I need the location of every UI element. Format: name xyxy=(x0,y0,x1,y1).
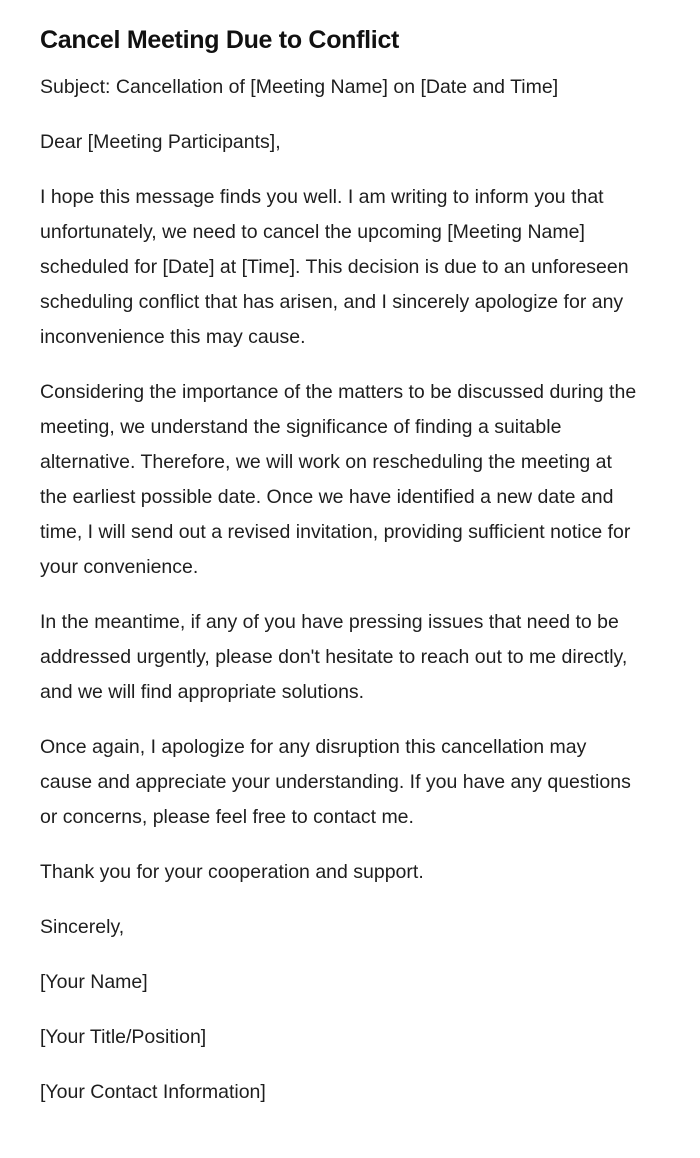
letter-document xyxy=(40,22,640,1130)
closing: Sincerely, xyxy=(40,916,125,938)
signature-title: [Your Title/Position] xyxy=(40,1026,207,1048)
signature-name: [Your Name] xyxy=(40,971,148,993)
salutation: Dear [Meeting Participants], xyxy=(40,131,281,153)
subject-line: Subject: Cancellation of [Meeting Name] on [Date and Time] xyxy=(40,76,559,98)
body-paragraph-4: Once again, I apologize for any disruption this cancellation may cause and appreciate your understanding. If you have any questions or concerns, please feel free to contact me. xyxy=(40,736,631,828)
signature-contact: [Your Contact Information] xyxy=(40,1081,266,1103)
body-paragraph-3: In the meantime, if any of you have pressing issues that need to be addressed urgently, please don't hesitate to reach out to me directly, and we will find appropriate solutions. xyxy=(40,611,628,703)
body-paragraph-5: Thank you for your cooperation and support. xyxy=(40,861,424,883)
body-paragraph-1: I hope this message finds you well. I am writing to inform you that unfortunately, we need to cancel the upcoming [Meeting Name] scheduled for [Date] at [Time]. This decision is due to an unforeseen scheduling conflict that has arisen, and I sincerely apologize for any inconvenience this may cause. xyxy=(40,186,629,348)
body-paragraph-2: Considering the importance of the matters to be discussed during the meeting, we understand the significance of finding a suitable alternative. Therefore, we will work on rescheduling the meeting at the earliest possible date. Once we have identified a new date and time, I will send out a revised invitation, providing sufficient notice for your convenience. xyxy=(40,381,637,578)
page-title: Cancel Meeting Due to Conflict xyxy=(40,26,400,54)
